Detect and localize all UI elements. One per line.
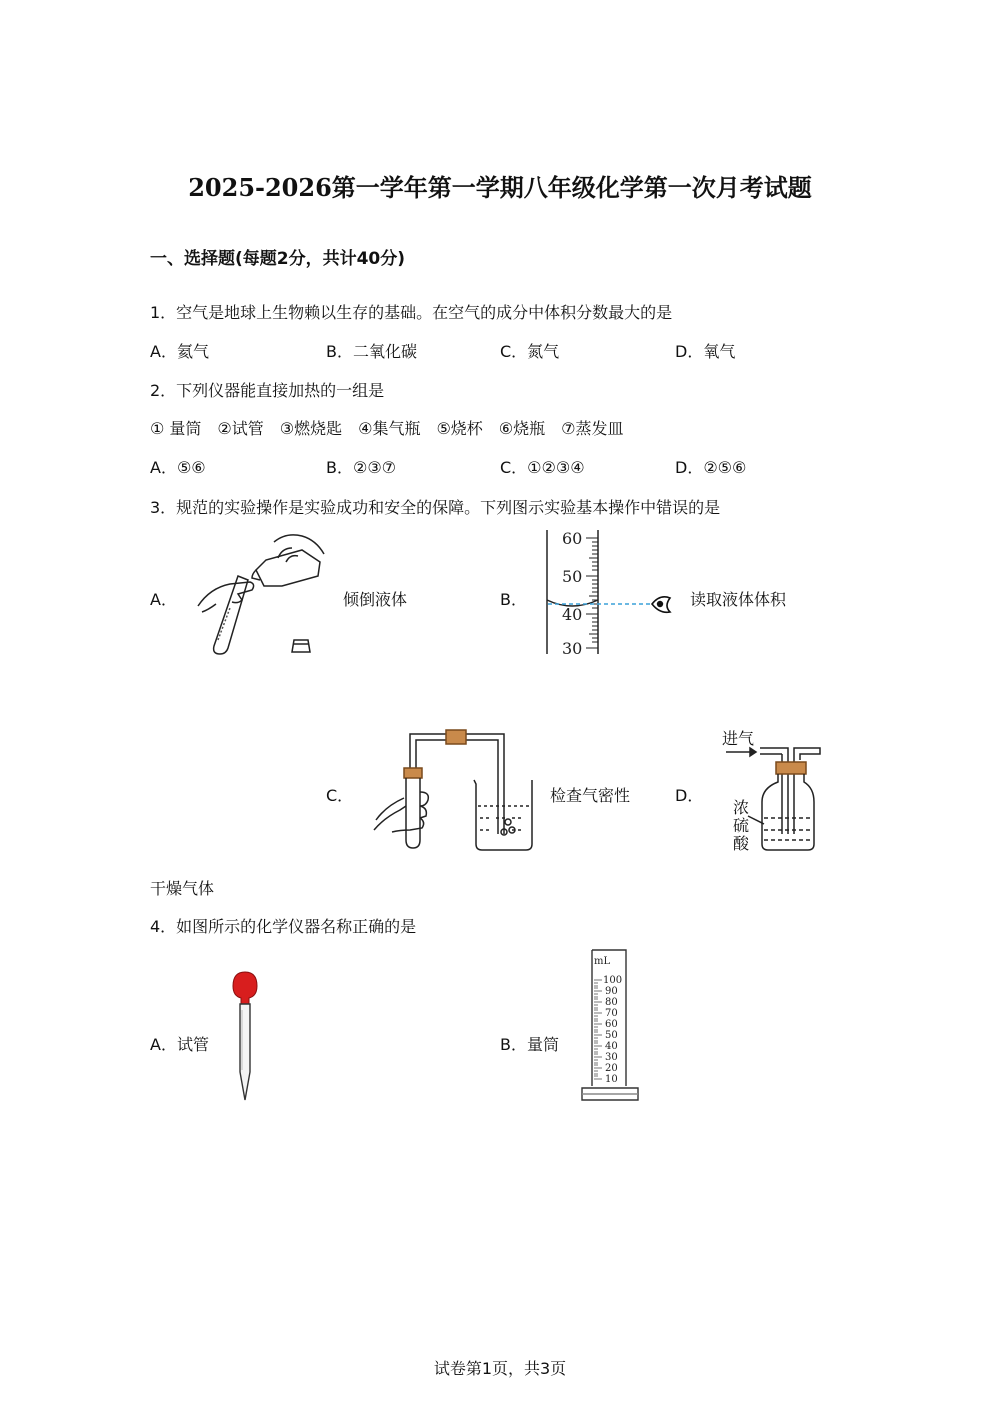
cyl-tick-30: 30	[605, 1052, 618, 1063]
d-acid-char-1: 浓	[733, 798, 750, 817]
q3-option-d-caption: 干燥气体	[150, 879, 215, 898]
b-tick-30: 30	[562, 639, 583, 658]
q3-option-a-caption: 倾倒液体	[343, 590, 408, 609]
cyl-tick-20: 20	[605, 1063, 618, 1074]
cyl-tick-100: 100	[603, 975, 623, 986]
cyl-tick-60: 60	[605, 1019, 618, 1030]
q1-option-c: C．氮气	[500, 342, 560, 361]
q2-option-b: B．②③⑦	[326, 458, 397, 477]
q2-option-c: C．①②③④	[500, 458, 585, 477]
q2-option-d: D．②⑤⑥	[675, 458, 747, 477]
d-inlet-label: 进气	[722, 729, 755, 748]
page-footer: 试卷第1页，共3页	[433, 1359, 567, 1378]
dropper-icon	[228, 970, 262, 1102]
q3-option-a-letter: A．	[150, 590, 177, 609]
cyl-tick-80: 80	[605, 997, 618, 1008]
q3-stem: 3．规范的实验操作是实验成功和安全的保障。下列图示实验基本操作中错误的是	[150, 498, 721, 517]
q1-option-b: B．二氧化碳	[326, 342, 417, 361]
q3-option-b-caption: 读取液体体积	[690, 590, 787, 609]
section-heading: 一、选择题(每题2分，共计40分)	[150, 249, 406, 269]
q1-option-d: D．氧气	[675, 342, 736, 361]
q3-option-d-letter: D．	[675, 786, 704, 805]
graduated-reading-illustration	[540, 528, 680, 658]
b-tick-60: 60	[562, 529, 583, 548]
graduated-cylinder-icon	[580, 948, 642, 1104]
cyl-tick-90: 90	[605, 986, 618, 997]
q3-option-b-letter: B．	[500, 590, 527, 609]
q3-option-c-caption: 检查气密性	[550, 786, 631, 805]
airtightness-check-illustration	[370, 726, 540, 856]
q3-option-c-letter: C．	[326, 786, 354, 805]
q1-stem: 1．空气是地球上生物赖以生存的基础。在空气的成分中体积分数最大的是	[150, 303, 673, 322]
pouring-liquid-illustration	[190, 528, 330, 658]
q2-stem: 2．下列仪器能直接加热的一组是	[150, 381, 385, 400]
q4-stem: 4．如图所示的化学仪器名称正确的是	[150, 917, 417, 936]
cyl-tick-40: 40	[605, 1041, 618, 1052]
cyl-tick-70: 70	[605, 1008, 618, 1019]
d-acid-char-2: 硫	[733, 816, 750, 835]
q2-option-a: A．⑤⑥	[150, 458, 206, 477]
cylinder-unit: mL	[594, 956, 611, 967]
page-title: 2025-2026第一学年第一学期八年级化学第一次月考试题	[188, 173, 812, 202]
q4-option-b: B．量筒	[500, 1035, 559, 1054]
cyl-tick-10: 10	[605, 1074, 618, 1085]
d-acid-char-3: 酸	[733, 834, 750, 853]
q1-option-a: A．氦气	[150, 342, 209, 361]
b-tick-50: 50	[562, 567, 583, 586]
q4-option-a: A．试管	[150, 1035, 209, 1054]
b-tick-40: 40	[562, 605, 583, 624]
q2-items: ① 量筒 ②试管 ③燃烧匙 ④集气瓶 ⑤烧杯 ⑥烧瓶 ⑦蒸发皿	[150, 419, 624, 438]
cyl-tick-50: 50	[605, 1030, 618, 1041]
